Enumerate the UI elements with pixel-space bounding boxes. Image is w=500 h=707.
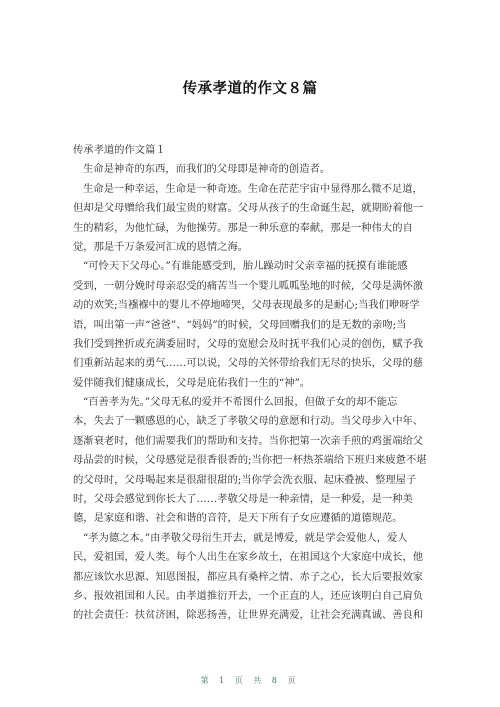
paragraph-line: 们重新站起来的勇气……可以说，父母的关怀带给我们无尽的快乐，父母的慈 bbox=[73, 357, 424, 370]
paragraph-line: 母品尝的时候，父母感觉是很香很香的;当你把一杯热茶端给下班归来疲惫不堪 bbox=[73, 454, 427, 467]
paragraph-line: 德，是家庭和谐、社会和谐的音符，是天下所有子女应遵循的道德规范。 bbox=[73, 512, 403, 525]
paragraph-line: 但却是父母赠给我们最宝贵的财富。父母从孩子的生命诞生起，就期盼着他一 bbox=[73, 202, 424, 215]
paragraph-line: 觉，那是千万条爱河汇成的恩情之海。 bbox=[73, 240, 249, 253]
paragraph-line: 的父母时，父母喝起来是很甜很甜的;当你学会洗衣服、起床叠被、整理屋子 bbox=[73, 473, 417, 486]
paragraph-line: 生命是神奇的东西，而我们的父母即是神奇的创造者。 bbox=[83, 163, 331, 176]
section-heading: 传承孝道的作文篇１ bbox=[73, 144, 166, 156]
paragraph-line: 我们受到挫折或充满委屈时，父母的宽慰会及时抚平我们心灵的创伤，赋予我 bbox=[73, 337, 424, 350]
paragraph-line: 乡、报效祖国和人民。由孝道推衍开去，一个正直的人，还应该明白自己肩负 bbox=[73, 589, 424, 602]
page-number-footer: 第 1 页 共 8 页 bbox=[200, 676, 300, 685]
paragraph-line: 生命是一种幸运，生命是一种奇迹。生命在茫茫宇宙中显得那么微不足道， bbox=[83, 182, 423, 195]
paragraph-line: 语，叫出第一声“爸爸”、“妈妈”的时候，父母回赠我们的是无数的亲吻;当 bbox=[73, 318, 407, 331]
paragraph-line: 生的精彩，为他忙碌，为他操劳。那是一种乐意的奉献，那是一种伟大的自 bbox=[73, 221, 413, 234]
document-body bbox=[73, 141, 429, 626]
paragraph-line: 爱伴随我们健康成长，父母是庇佑我们一生的“神”。 bbox=[73, 376, 311, 389]
paragraph-line: 都应该饮水思源、知恩图报，都应具有桑梓之情、赤子之心，长大后要报效家 bbox=[73, 570, 424, 583]
paragraph-line: 时，父母会感觉到你长大了……孝敬父母是一种亲情，是一种爱，是一种美 bbox=[73, 493, 413, 506]
document-title: 传承孝道的作文８篇 bbox=[182, 81, 318, 97]
paragraph-line: “孝为德之本。”由孝敬父母衍生开去，就是博爱，就是学会爱他人，爱人 bbox=[83, 531, 408, 544]
paragraph-line: 的社会责任：扶贫济困，除恶扬善，让世界充满爱，让社会充满真诚、善良和 bbox=[73, 609, 424, 622]
paragraph-line: 逐渐衰老时，他们需要我们的帮助和支持。当你把第一次亲手煎的鸡蛋端给父 bbox=[73, 434, 424, 447]
paragraph-line: “可怜天下父母心。”有谁能感受到，胎儿躁动时父亲幸福的抚摸有谁能感 bbox=[83, 260, 408, 273]
paragraph-line: “百善孝为先。”父母无私的爱并不希图什么回报，但做子女的却不能忘 bbox=[83, 396, 398, 409]
paragraph-line: 本，失去了一颗感恩的心，缺乏了孝敬父母的意愿和行动。当父母步入中年、 bbox=[73, 415, 424, 428]
paragraph-line: 民，爱祖国，爱人类。每个人出生在家乡故土，在祖国这个大家庭中成长，他 bbox=[73, 551, 424, 564]
paragraph-line: 受到，一朝分娩时母亲忍受的痛苦当一个婴儿呱呱坠地的时候，父母是满怀激 bbox=[73, 279, 424, 292]
paragraph-line: 动的欢笑;当襁褓中的婴儿不停地啼哭，父母表现最多的是耐心;当我们咿呀学 bbox=[73, 299, 420, 312]
